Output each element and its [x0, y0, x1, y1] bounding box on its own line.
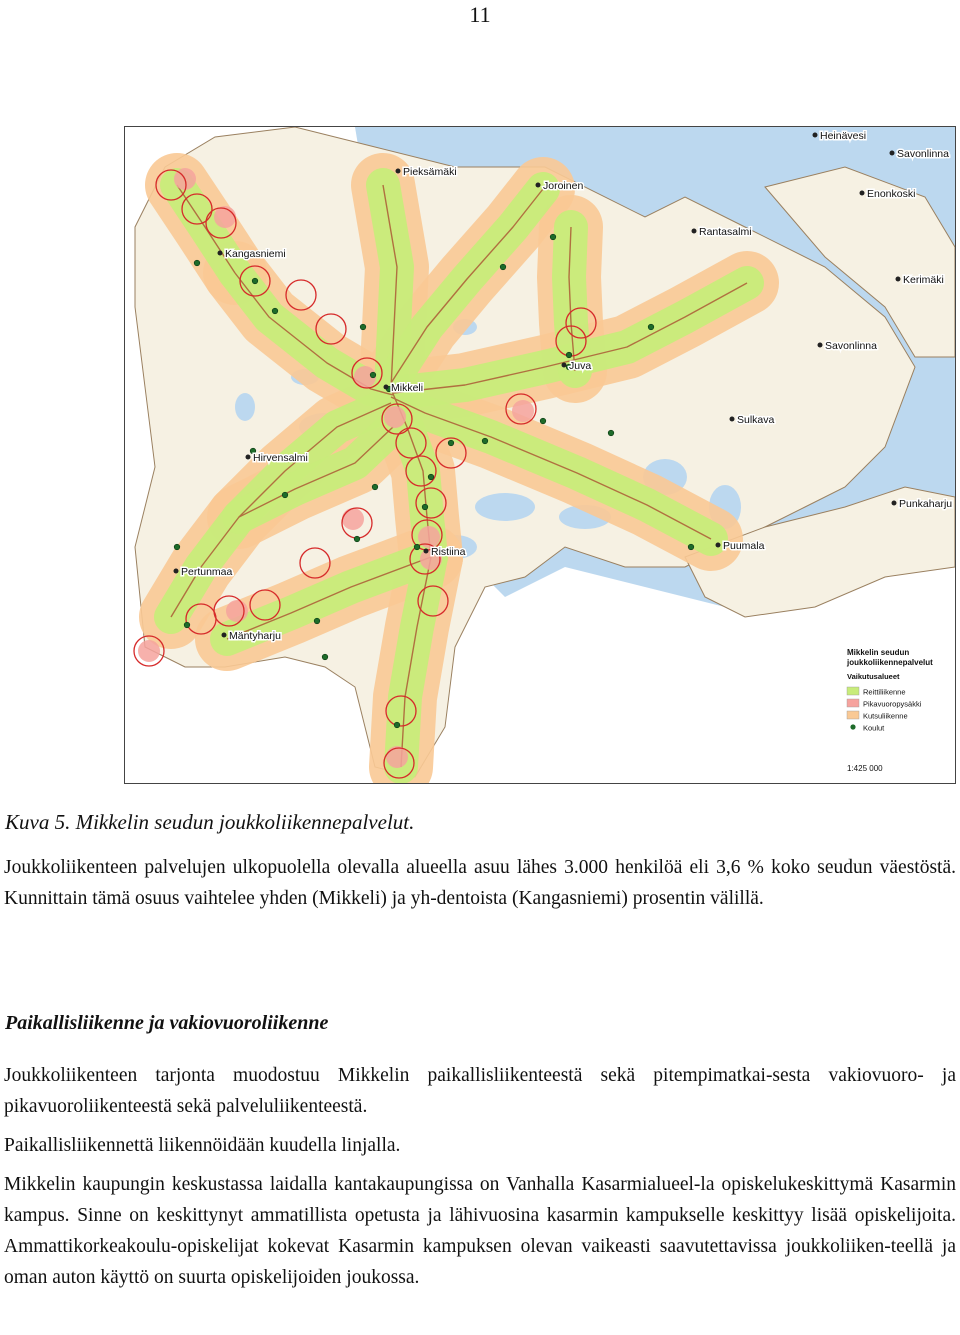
section-heading: Paikallisliikenne ja vakiovuoroliikenne: [5, 1012, 329, 1034]
school-marker: [608, 430, 614, 436]
school-marker: [448, 440, 454, 446]
lake: [475, 493, 535, 521]
transit-service-map: [124, 126, 956, 784]
place-label: Punkaharju: [899, 498, 953, 510]
place-label: Ristiina: [431, 546, 466, 558]
place-label: Joroinen: [543, 180, 584, 192]
legend-swatch-dot: [850, 724, 855, 729]
place-label: Enonkoski: [867, 188, 916, 200]
intro-text: [4, 852, 956, 914]
place-label: Savonlinna: [897, 148, 949, 160]
legend-subtitle: Vaikutusalueet: [847, 672, 900, 681]
school-marker: [322, 654, 328, 660]
town-dot: [813, 133, 818, 138]
school-marker: [354, 536, 360, 542]
place-label: Kangasniemi: [225, 248, 286, 260]
express-stop-area: [384, 406, 406, 428]
place-label: Sulkava: [737, 414, 775, 426]
express-stop-area: [138, 640, 160, 662]
express-stop-area: [214, 206, 236, 228]
town-dot: [396, 169, 401, 174]
legend-title-line2: joukkoliikennepalvelut: [847, 658, 933, 667]
place-label: Puumala: [723, 540, 765, 552]
town-dot: [174, 569, 179, 574]
school-marker: [688, 544, 694, 550]
school-marker: [648, 324, 654, 330]
school-marker: [194, 260, 200, 266]
map-legend: [843, 645, 951, 779]
place-label: Pieksämäki: [403, 166, 457, 178]
map-canvas: [125, 127, 955, 783]
town-dot: [384, 385, 389, 390]
school-marker: [566, 352, 572, 358]
place-label: Savonlinna: [825, 340, 877, 352]
legend-item-label: Pikavuoropysäkki: [863, 699, 922, 709]
school-marker: [282, 492, 288, 498]
intro-paragraph: Joukkoliikenteen palvelujen ulkopuolella olevalla alueella asuu lähes 3.000 henkilöä eli 3,6 % koko seudun väestöstä. Kunnittain tämä osuus vaihtelee yhden (Mikkeli) ja yh-dentoista (Kangasniemi) prosentin välillä.: [4, 857, 956, 909]
town-dot: [892, 501, 897, 506]
express-stop-area: [226, 600, 248, 622]
figure-caption: Kuva 5. Mikkelin seudun joukkoliikennepalvelut.: [5, 810, 415, 834]
school-marker: [422, 504, 428, 510]
school-marker: [252, 278, 258, 284]
place-label: Mäntyharju: [229, 630, 281, 642]
legend-item-label: Reittiliikenne: [863, 687, 906, 697]
place-label: Rantasalmi: [699, 226, 752, 238]
town-dot: [896, 277, 901, 282]
place-label: Juva: [569, 360, 592, 372]
town-dot: [222, 633, 227, 638]
town-dot: [716, 543, 721, 548]
school-marker: [500, 264, 506, 270]
school-marker: [174, 544, 180, 550]
town-dot: [890, 151, 895, 156]
page-number: 11: [469, 2, 491, 27]
legend-scale: 1:425 000: [847, 764, 883, 773]
school-marker: [414, 544, 420, 550]
school-marker: [360, 324, 366, 330]
legend-swatch: [847, 711, 859, 719]
place-label: Mikkeli: [391, 382, 424, 394]
place-label: Hirvensalmi: [253, 452, 308, 464]
place-label: Pertunmaa: [181, 566, 233, 578]
school-marker: [550, 234, 556, 240]
express-stop-area: [512, 400, 534, 422]
town-dot: [536, 183, 541, 188]
express-stop-area: [342, 508, 364, 530]
school-marker: [314, 618, 320, 624]
legend-swatch: [847, 687, 859, 695]
paragraph-offer: Joukkoliikenteen tarjonta muodostuu Mikkelin paikallisliikenteestä sekä pitempimatkai-sesta vakiovuoro- ja pikavuoroliikenteestä sekä palveluliikenteestä.: [4, 1065, 956, 1117]
town-dot: [246, 455, 251, 460]
legend-title-line1: Mikkelin seudun: [847, 648, 910, 657]
paragraph-campus: Mikkelin kaupungin keskustassa laidalla kantakaupungissa on Vanhalla Kasarmialueel-la opiskelukeskittymä Kasarmin kampus. Sinne on keskittynyt ammatillista opetusta ja lähivuosina kasarmin kampukselle keskittyy lisää opiskelijoita. Ammattikorkeakoulu-opiskelijat kokevat Kasarmin kampuksen olevan vaikeasti saavutettavissa joukkoliiken-teellä ja oman auton käyttö on suurta opiskelijoiden joukossa.: [4, 1174, 956, 1288]
place-label: Kerimäki: [903, 274, 944, 286]
town-dot: [424, 549, 429, 554]
lake: [235, 393, 255, 421]
town-dot: [818, 343, 823, 348]
legend-swatch: [847, 699, 859, 707]
town-dot: [218, 251, 223, 256]
legend-item-label: Koulut: [863, 723, 885, 733]
school-marker: [370, 372, 376, 378]
school-marker: [540, 418, 546, 424]
town-dot: [692, 229, 697, 234]
school-marker: [272, 308, 278, 314]
school-marker: [428, 474, 434, 480]
school-marker: [184, 622, 190, 628]
town-dot: [730, 417, 735, 422]
school-marker: [372, 484, 378, 490]
town-dot: [562, 363, 567, 368]
school-marker: [394, 722, 400, 728]
place-label: Heinävesi: [820, 130, 867, 142]
school-marker: [482, 438, 488, 444]
paragraph-local-lines: Paikallisliikennettä liikennöidään kuudella linjalla.: [4, 1135, 401, 1156]
body-text: [4, 1060, 956, 1293]
legend-item-label: Kutsuliikenne: [863, 711, 908, 721]
town-dot: [860, 191, 865, 196]
